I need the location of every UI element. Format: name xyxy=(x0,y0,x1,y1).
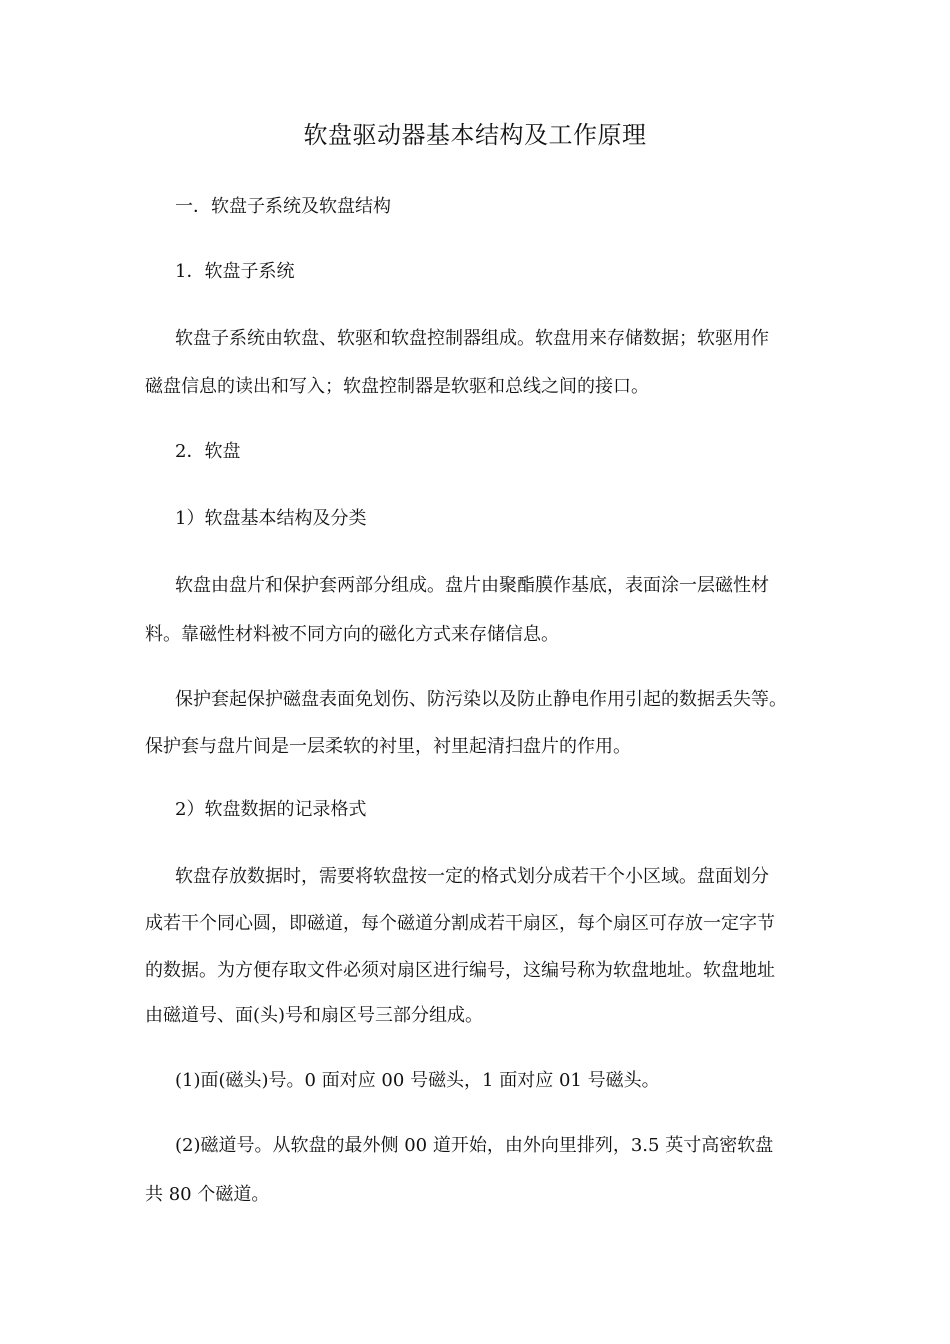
paragraph-line: 软盘存放数据时，需要将软盘按一定的格式划分成若干个小区域。盘面划分 xyxy=(175,866,769,887)
list-item: (1)面(磁头)号。0 面对应 00 号磁头，1 面对应 01 号磁头。 xyxy=(175,1070,660,1091)
paragraph-line: 磁盘信息的读出和写入；软盘控制器是软驱和总线之间的接口。 xyxy=(145,376,649,397)
paragraph-line: 软盘由盘片和保护套两部分组成。盘片由聚酯膜作基底，表面涂一层磁性材 xyxy=(175,575,769,596)
subsection-heading-1: 1．软盘子系统 xyxy=(175,261,295,282)
paragraph-line: 的数据。为方便存取文件必须对扇区进行编号，这编号称为软盘地址。软盘地址 xyxy=(145,960,775,981)
paragraph-line: 由磁道号、面(头)号和扇区号三部分组成。 xyxy=(145,1005,484,1026)
list-item: (2)磁道号。从软盘的最外侧 00 道开始，由外向里排列，3.5 英寸高密软盘 xyxy=(175,1135,774,1156)
paragraph-line: 成若干个同心圆，即磁道，每个磁道分割成若干扇区，每个扇区可存放一定字节 xyxy=(145,913,775,934)
paragraph-line: 软盘子系统由软盘、软驱和软盘控制器组成。软盘用来存储数据；软驱用作 xyxy=(175,328,769,349)
paragraph-line: 料。靠磁性材料被不同方向的磁化方式来存储信息。 xyxy=(145,624,559,645)
document-title: 软盘驱动器基本结构及工作原理 xyxy=(303,121,647,149)
item-heading-2: 2）软盘数据的记录格式 xyxy=(175,799,367,820)
paragraph-line: 保护套与盘片间是一层柔软的衬里，衬里起清扫盘片的作用。 xyxy=(145,736,631,757)
item-heading-1: 1）软盘基本结构及分类 xyxy=(175,508,367,529)
paragraph-line: 共 80 个磁道。 xyxy=(145,1184,270,1205)
subsection-heading-2: 2．软盘 xyxy=(175,441,241,462)
paragraph-line: 保护套起保护磁盘表面免划伤、防污染以及防止静电作用引起的数据丢失等。 xyxy=(175,689,787,710)
section-heading-1: 一．软盘子系统及软盘结构 xyxy=(175,196,391,217)
